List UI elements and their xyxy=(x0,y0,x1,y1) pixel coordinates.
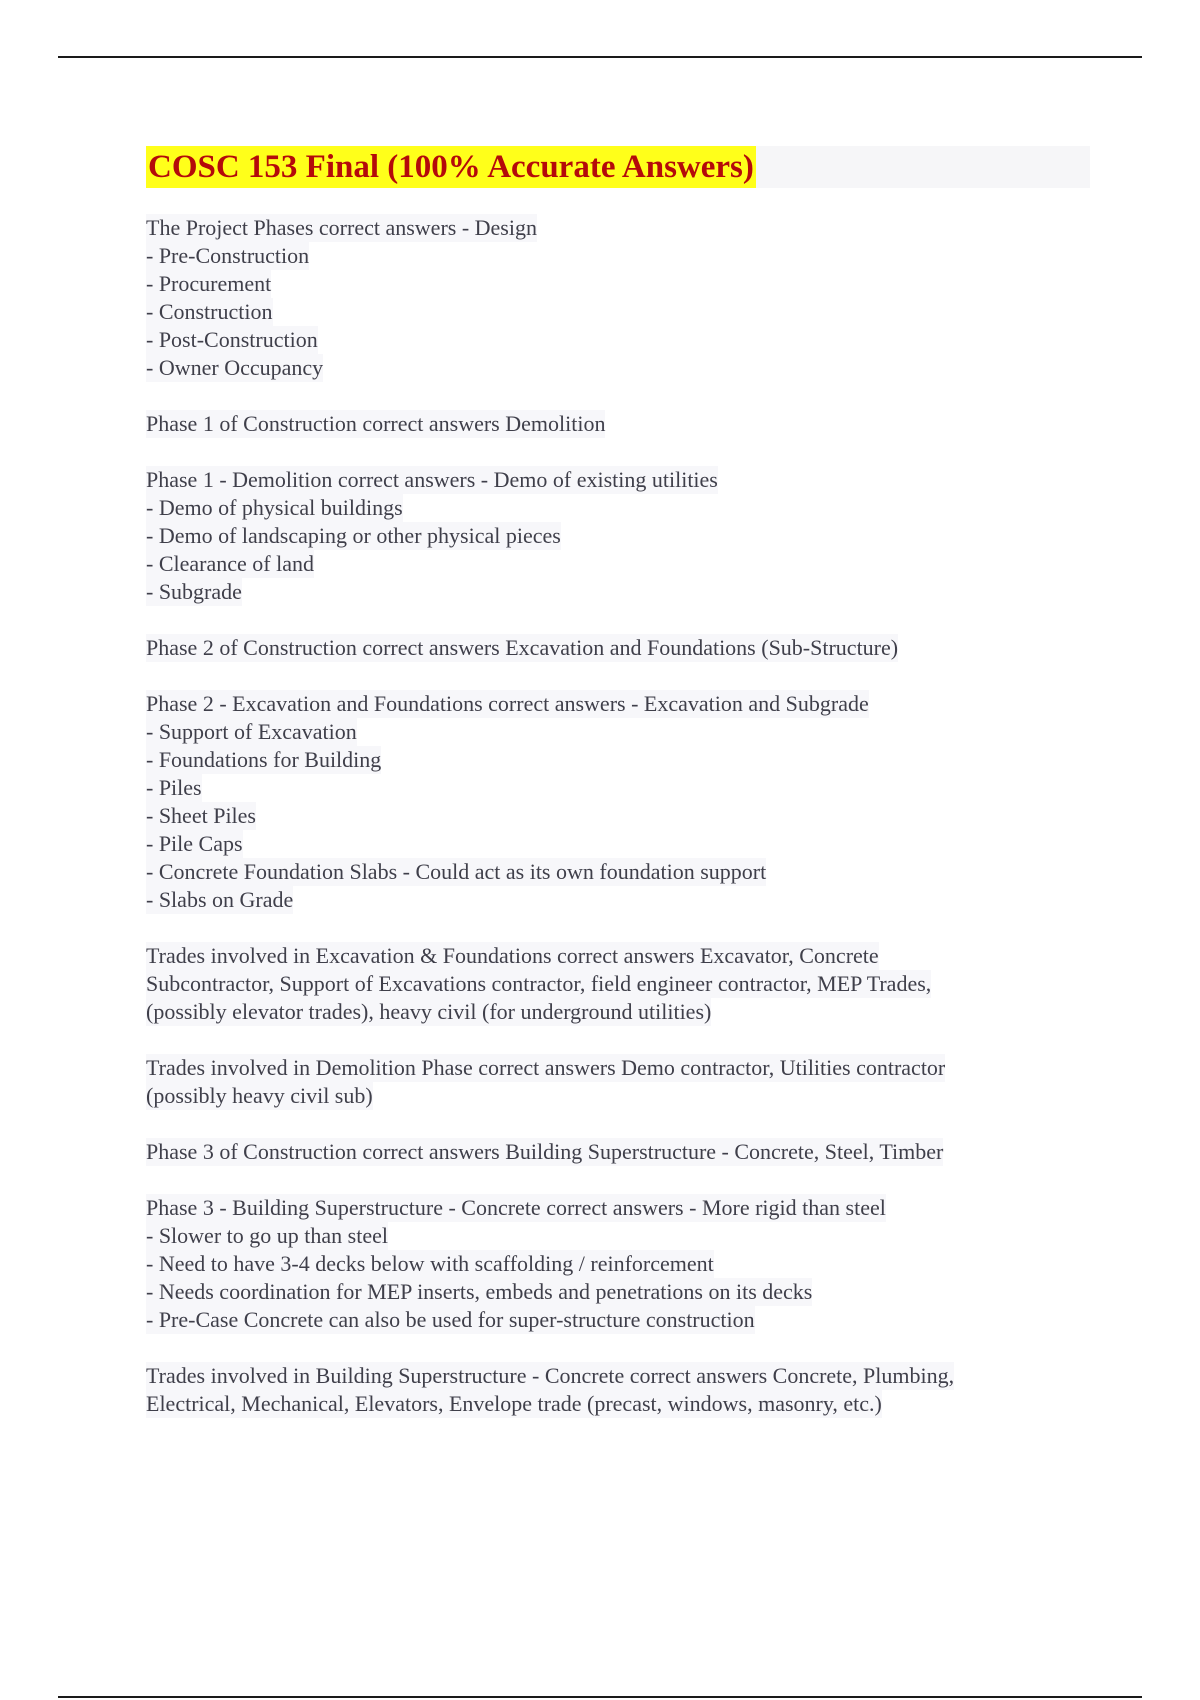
qa-list xyxy=(146,214,1090,1418)
qa-line: - Demo of physical buildings xyxy=(146,495,403,520)
qa-entry xyxy=(146,1362,1090,1418)
qa-line: - Owner Occupancy xyxy=(146,355,324,380)
qa-line: - Pile Caps xyxy=(146,831,243,856)
qa-entry xyxy=(146,466,1090,606)
qa-line: - Slabs on Grade xyxy=(146,887,294,912)
qa-line: Subcontractor, Support of Excavations contractor, field engineer contractor, MEP Trades, xyxy=(146,971,932,996)
qa-line-question: Phase 2 of Construction correct answers Excavation and Foundations (Sub-Structure) xyxy=(146,635,899,660)
qa-line-question: Phase 1 of Construction correct answers Demolition xyxy=(146,411,606,436)
qa-line-question: Phase 1 - Demolition correct answers - Demo of existing utilities xyxy=(146,467,718,492)
document-body xyxy=(146,146,1090,1446)
qa-line-question: The Project Phases correct answers - Design xyxy=(146,215,537,240)
qa-entry xyxy=(146,214,1090,382)
qa-line: - Clearance of land xyxy=(146,551,314,576)
title-bar xyxy=(146,146,1090,188)
qa-line: - Demo of landscaping or other physical pieces xyxy=(146,523,561,548)
qa-line: - Slower to go up than steel xyxy=(146,1223,388,1248)
qa-line-question: Trades involved in Demolition Phase correct answers Demo contractor, Utilities contractor xyxy=(146,1055,946,1080)
qa-line: - Post-Construction xyxy=(146,327,318,352)
qa-line: - Subgrade xyxy=(146,579,242,604)
qa-line: - Needs coordination for MEP inserts, embeds and penetrations on its decks xyxy=(146,1279,813,1304)
top-rule xyxy=(58,56,1142,58)
qa-line: - Pre-Case Concrete can also be used for super-structure construction xyxy=(146,1307,755,1332)
qa-line: - Procurement xyxy=(146,271,272,296)
qa-entry xyxy=(146,1194,1090,1334)
qa-line: - Support of Excavation xyxy=(146,719,357,744)
bottom-rule xyxy=(58,1696,1142,1698)
document-title: COSC 153 Final (100% Accurate Answers) xyxy=(146,146,756,188)
qa-line: (possibly elevator trades), heavy civil (for underground utilities) xyxy=(146,999,712,1024)
qa-entry xyxy=(146,690,1090,914)
qa-entry xyxy=(146,1138,1090,1166)
qa-entry xyxy=(146,410,1090,438)
qa-line: - Need to have 3-4 decks below with scaffolding / reinforcement xyxy=(146,1251,714,1276)
qa-line: - Foundations for Building xyxy=(146,747,382,772)
qa-line: - Construction xyxy=(146,299,273,324)
qa-entry xyxy=(146,942,1090,1026)
qa-line-question: Trades involved in Excavation & Foundations correct answers Excavator, Concrete xyxy=(146,943,879,968)
qa-line-question: Trades involved in Building Superstructure - Concrete correct answers Concrete, Plumbing, xyxy=(146,1363,955,1388)
qa-line: - Sheet Piles xyxy=(146,803,256,828)
qa-line-question: Phase 3 of Construction correct answers Building Superstructure - Concrete, Steel, Timber xyxy=(146,1139,944,1164)
qa-entry xyxy=(146,634,1090,662)
qa-line: - Piles xyxy=(146,775,202,800)
qa-line: - Concrete Foundation Slabs - Could act as its own foundation support xyxy=(146,859,767,884)
qa-line-question: Phase 2 - Excavation and Foundations correct answers - Excavation and Subgrade xyxy=(146,691,869,716)
qa-entry xyxy=(146,1054,1090,1110)
qa-line: (possibly heavy civil sub) xyxy=(146,1083,373,1108)
qa-line: Electrical, Mechanical, Elevators, Envelope trade (precast, windows, masonry, etc.) xyxy=(146,1391,882,1416)
qa-line-question: Phase 3 - Building Superstructure - Concrete correct answers - More rigid than steel xyxy=(146,1195,886,1220)
qa-line: - Pre-Construction xyxy=(146,243,310,268)
